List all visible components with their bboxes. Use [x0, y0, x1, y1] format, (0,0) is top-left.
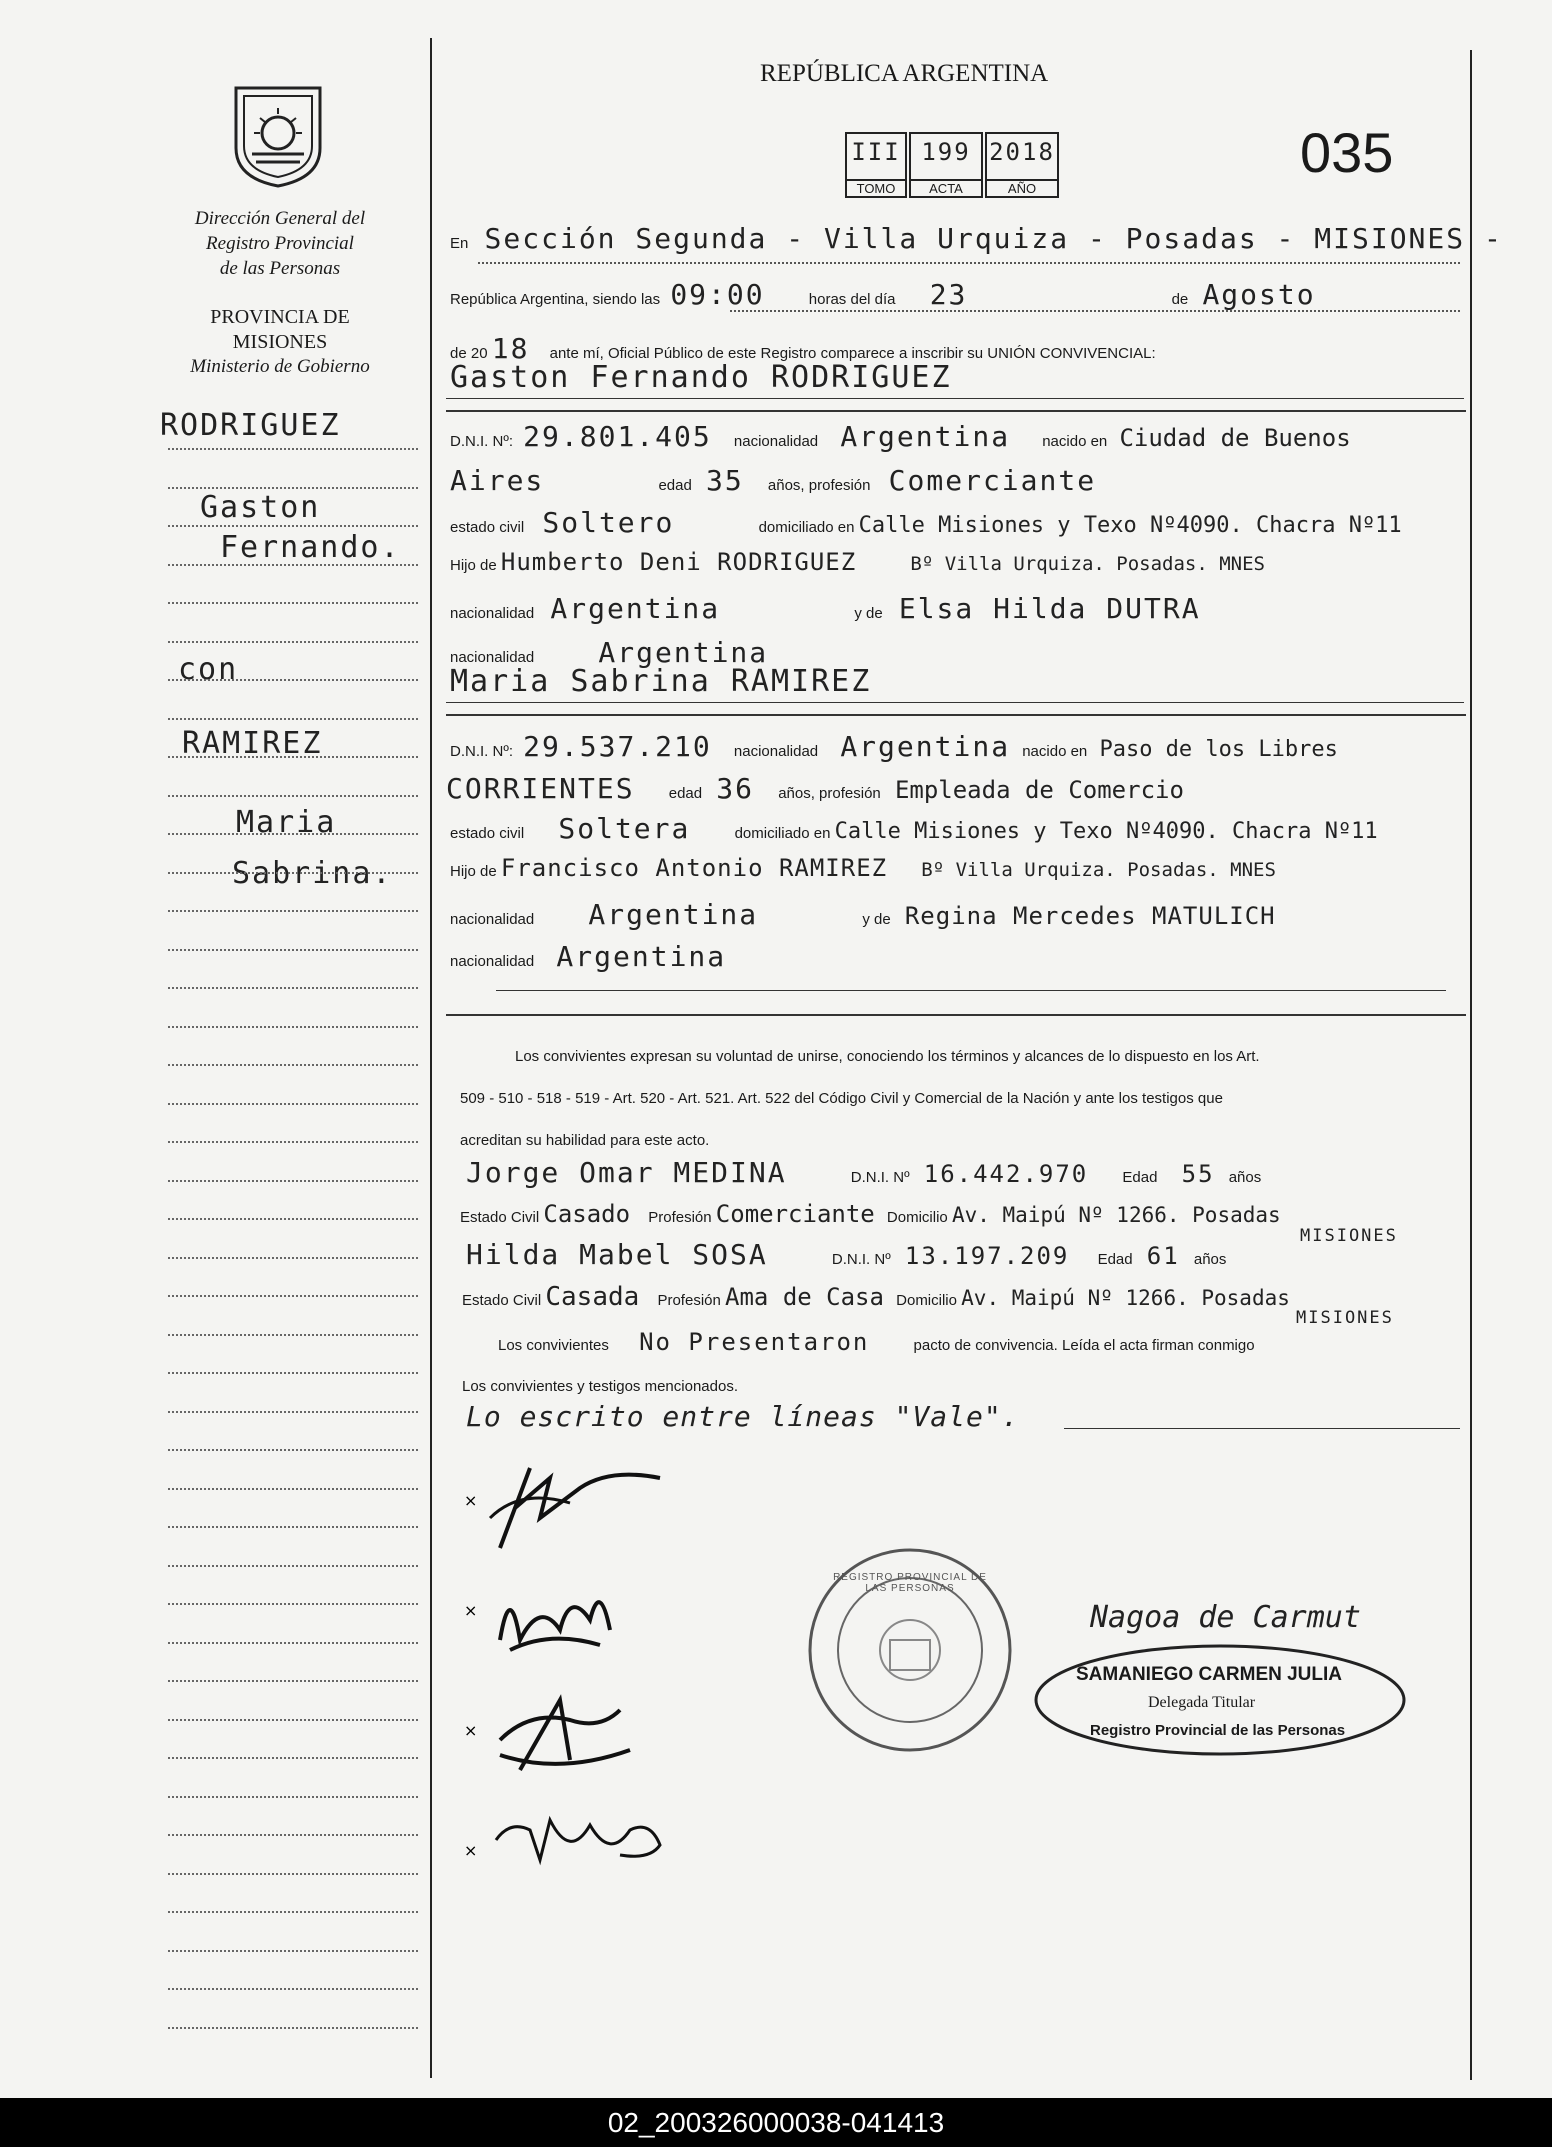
w1-dni-label: D.N.I. Nº: [850, 1169, 910, 1186]
year-value: 18: [491, 332, 530, 365]
sidebar-ruled-line: [168, 1449, 418, 1451]
mes-value: Agosto: [1202, 278, 1316, 311]
w2-domicilio: Av. Maipú Nº 1266. Posadas: [961, 1286, 1290, 1310]
w2-anos-label: años: [1193, 1251, 1227, 1268]
person1-edad-row: [450, 464, 1096, 497]
sidebar-ruled-line: [168, 872, 418, 874]
sidebar-ruled-line: [168, 1141, 418, 1143]
sidebar-ruled-line: [168, 1680, 418, 1682]
sidebar-ruled-line: [168, 1026, 418, 1028]
margin-note-name1b: Fernando.: [220, 530, 401, 565]
person2-name-rule: [446, 702, 1464, 703]
pacto-value: No Presentaron: [639, 1328, 870, 1356]
p2-dni: 29.537.210: [523, 730, 712, 763]
intro-en-row: [450, 222, 1503, 255]
person2-edad-row: [446, 772, 1184, 805]
acta-label: ACTA: [911, 179, 981, 196]
ano-label: AÑO: [987, 179, 1057, 196]
sidebar-ruled-line: [168, 1834, 418, 1836]
p2-padre-nac-label: nacionalidad: [450, 911, 535, 928]
p1-nacido-en: Ciudad de Buenos: [1119, 424, 1351, 452]
sidebar-ruled-line: [168, 1796, 418, 1798]
horas-label: horas del día: [808, 291, 896, 308]
ano-box: [985, 132, 1059, 198]
witness2-estado-row: [462, 1282, 1290, 1312]
round-stamp-text: REGISTRO PROVINCIAL DE LAS PERSONAS: [833, 1572, 987, 1594]
official-signature: Nagoa de Carmut: [1090, 1600, 1361, 1635]
margin-note-name2b: Sabrina.: [232, 856, 393, 891]
p1-edad: 35: [706, 464, 744, 497]
sidebar-ruled-line: [168, 1372, 418, 1374]
p1-padre-nac-label: nacionalidad: [450, 605, 535, 622]
w2-dni-label: D.N.I. Nº: [831, 1251, 891, 1268]
p2-nac-label: nacionalidad: [733, 743, 819, 760]
signature-convivient2-icon: [460, 1560, 660, 1670]
w1-estado: Casado: [543, 1200, 631, 1228]
p1-dni: 29.801.405: [523, 420, 712, 453]
sidebar-ruled-line: [168, 910, 418, 912]
sidebar-ruled-line: [168, 1218, 418, 1220]
w2-edad: 61: [1146, 1242, 1180, 1270]
w2-dni: 13.197.209: [904, 1242, 1070, 1270]
p2-edad: 36: [716, 772, 755, 805]
margin-note-name1: Gaston: [200, 490, 321, 525]
intro-en-dots: [478, 262, 1460, 264]
person2-madre-nac-row: [450, 940, 726, 973]
ante-text: ante mí, Oficial Público de este Registro comparece a inscribir su UNIÓN CONVIVENCIAL:: [549, 345, 1156, 362]
p1-domicilio-label: domiciliado en: [758, 519, 855, 536]
tomo-value: III: [851, 138, 901, 166]
w1-edad-label: Edad: [1122, 1169, 1158, 1186]
official-title: Delegada Titular: [1148, 1694, 1256, 1711]
w1-domicilio-cont: MISIONES: [1300, 1226, 1398, 1246]
p1-estado: Soltero: [542, 506, 675, 539]
sidebar-ruled-line: [168, 1411, 418, 1413]
svg-text:×: ×: [464, 1841, 478, 1860]
sidebar-ruled-line: [168, 1873, 418, 1875]
country-title: REPÚBLICA ARGENTINA: [760, 60, 1049, 87]
w2-edad-label: Edad: [1097, 1251, 1133, 1268]
w2-domicilio-cont: MISIONES: [1296, 1308, 1394, 1328]
w1-edad: 55: [1181, 1160, 1215, 1188]
w1-anos-label: años: [1228, 1169, 1262, 1186]
svg-text:×: ×: [464, 1601, 478, 1620]
sidebar-ruled-line: [168, 1603, 418, 1605]
statement-line2: 509 - 510 - 518 - 519 - Art. 520 - Art. 521. Art. 522 del Código Civil y Comercial de la Nación y ante los testigos que: [460, 1090, 1223, 1107]
sidebar-ruled-line: [168, 487, 418, 489]
ministry: Ministerio de Gobierno: [190, 356, 370, 377]
p2-madre-nac: Argentina: [556, 940, 727, 973]
w2-estado-label: Estado Civil: [462, 1292, 542, 1309]
sidebar-ruled-line: [168, 1757, 418, 1759]
sidebar-ruled-line: [168, 1257, 418, 1259]
province-line2: MISIONES: [232, 331, 328, 353]
intro-time-row: [450, 278, 1316, 311]
witness1-estado-row: [460, 1200, 1281, 1228]
sidebar-ruled-line: [168, 833, 418, 835]
p2-domicilio: Calle Misiones y Texo Nº4090. Chacra Nº11: [834, 819, 1378, 844]
sidebar-ruled-line: [168, 987, 418, 989]
p1-y-de-label: y de: [854, 605, 883, 622]
sidebar-ruled-line: [168, 641, 418, 643]
p2-nacido-label: nacido en: [1022, 743, 1088, 760]
signature-convivient1-icon: [460, 1448, 720, 1568]
p1-profesion: Comerciante: [888, 464, 1097, 497]
person2-hijo-row: [450, 854, 1276, 882]
margin-note-surname2: RAMIREZ: [182, 726, 323, 761]
sidebar-ruled-line: [168, 795, 418, 797]
w2-profesion: Ama de Casa: [725, 1283, 884, 1311]
p2-estado-label: estado civil: [450, 825, 525, 842]
de-label: de: [1171, 291, 1189, 308]
person2-padre-nac-row: [450, 898, 1276, 931]
person2-blank-rule: [496, 990, 1446, 991]
tomo-label: TOMO: [847, 179, 905, 196]
statement-line1: Los convivientes expresan su voluntad de unirse, conociendo los términos y alcances de lo dispuesto en los Art.: [515, 1048, 1260, 1065]
p2-estado: Soltera: [558, 812, 691, 845]
signature-witness1-icon: [460, 1680, 660, 1790]
convivientes-label: Los convivientes: [498, 1337, 609, 1354]
margin-note-con: con: [178, 652, 239, 687]
statement-line3: acreditan su habilidad para este acto.: [460, 1132, 710, 1149]
left-column-divider: [430, 38, 432, 2078]
sidebar-ruled-line: [168, 448, 418, 450]
sidebar-ruled-line: [168, 679, 418, 681]
intro-time-dots: [730, 310, 1460, 312]
sidebar-ruled-line: [168, 1719, 418, 1721]
p2-madre-nac-label: nacionalidad: [450, 953, 535, 970]
section-rule-2: [446, 714, 1466, 716]
p1-madre: Elsa Hilda DUTRA: [898, 592, 1201, 625]
year-prefix: de 20: [450, 345, 488, 362]
p1-madre-nac-label: nacionalidad: [450, 649, 535, 666]
p2-nacido-cont: CORRIENTES: [446, 772, 635, 805]
person2-name: Maria Sabrina RAMIREZ: [450, 664, 872, 699]
w2-estado: Casada: [545, 1282, 640, 1312]
p2-domicilio-cont: Bº Villa Urquiza. Posadas. MNES: [921, 859, 1276, 881]
p2-hijo-label: Hijo de: [450, 863, 497, 880]
tomo-box: [845, 132, 907, 198]
p2-y-de-label: y de: [862, 911, 891, 928]
sidebar-ruled-line: [168, 1526, 418, 1528]
w1-dni: 16.442.970: [923, 1160, 1089, 1188]
person1-estado-row: [450, 506, 1402, 539]
file-id-footer: 02_200326000038-041413: [0, 2098, 1552, 2147]
closing-line2: Los convivientes y testigos mencionados.: [462, 1378, 738, 1395]
svg-text:×: ×: [464, 1491, 478, 1510]
en-value: Sección Segunda - Villa Urquiza - Posadas - MISIONES -: [484, 222, 1503, 255]
w2-profesion-label: Profesión: [657, 1292, 721, 1309]
p2-edad-label: edad: [668, 785, 703, 802]
official-office: Registro Provincial de las Personas: [1090, 1722, 1346, 1739]
svg-text:×: ×: [464, 1721, 478, 1740]
sidebar-ruled-line: [168, 602, 418, 604]
witness1-name-row: [466, 1156, 1261, 1189]
sidebar-ruled-line: [168, 718, 418, 720]
p1-padre-nac: Argentina: [550, 592, 721, 625]
w2-name: Hilda Mabel SOSA: [466, 1238, 768, 1271]
hora-value: 09:00: [670, 278, 765, 311]
direction-line3: de las Personas: [219, 258, 341, 279]
en-label: En: [450, 235, 469, 252]
direction-line2: Registro Provincial: [206, 233, 354, 254]
w1-domicilio: Av. Maipú Nº 1266. Posadas: [951, 1203, 1281, 1227]
person1-dni-row: [450, 420, 1351, 453]
sidebar-ruled-line: [168, 1988, 418, 1990]
sidebar-ruled-line: [168, 756, 418, 758]
p2-nacionalidad: Argentina: [840, 730, 1011, 763]
p2-madre: Regina Mercedes MATULICH: [904, 902, 1276, 930]
p1-domicilio: Calle Misiones y Texo Nº4090. Chacra Nº11: [858, 513, 1402, 538]
province-line1: PROVINCIA DE: [210, 306, 350, 328]
p2-nacido-en: Paso de los Libres: [1099, 737, 1338, 762]
p2-domicilio-label: domiciliado en: [734, 825, 831, 842]
p1-nacionalidad: Argentina: [840, 420, 1011, 453]
p1-domicilio-cont: Bº Villa Urquiza. Posadas. MNES: [910, 553, 1265, 575]
p1-nac-label: nacionalidad: [733, 433, 819, 450]
dia-value: 23: [929, 278, 968, 311]
section-rule-3: [446, 1014, 1466, 1016]
p2-padre-nac: Argentina: [588, 898, 759, 931]
w1-name: Jorge Omar MEDINA: [466, 1156, 787, 1189]
p2-profesion: Empleada de Comercio: [894, 776, 1184, 804]
sidebar-ruled-line: [168, 2027, 418, 2029]
w1-profesion: Comerciante: [715, 1200, 875, 1228]
sidebar-ruled-line: [168, 1180, 418, 1182]
p1-edad-label: edad: [658, 477, 692, 494]
p1-nacido-cont: Aires: [450, 464, 545, 497]
w1-domicilio-label: Domicilio: [886, 1209, 948, 1226]
sidebar-ruled-line: [168, 1488, 418, 1490]
sidebar-ruled-line: [168, 1295, 418, 1297]
p1-profesion-label: años, profesión: [767, 477, 871, 494]
person2-dni-row: [450, 730, 1338, 763]
acta-box: [909, 132, 983, 198]
person1-name-rule: [446, 398, 1464, 399]
w1-estado-label: Estado Civil: [460, 1209, 540, 1226]
w1-profesion-label: Profesión: [648, 1209, 712, 1226]
sidebar-ruled-line: [168, 1950, 418, 1952]
p1-madre-nac: Argentina: [598, 636, 769, 669]
direction-line1: Dirección General del: [194, 208, 366, 229]
sidebar-ruled-line: [168, 1911, 418, 1913]
ano-value: 2018: [989, 138, 1055, 166]
sidebar-ruled-line: [168, 1103, 418, 1105]
closing-note-rule: [1064, 1428, 1460, 1429]
record-number: 035: [1300, 121, 1394, 184]
right-page-border: [1470, 50, 1472, 2080]
p1-nacido-label: nacido en: [1042, 433, 1108, 450]
sidebar-ruled-line: [168, 949, 418, 951]
person2-estado-row: [450, 812, 1378, 845]
witness2-name-row: [466, 1238, 1226, 1271]
p2-dni-label: D.N.I. Nº:: [450, 743, 513, 760]
republica-label: República Argentina, siendo las: [450, 291, 661, 308]
official-name: SAMANIEGO CARMEN JULIA: [1076, 1664, 1343, 1685]
margin-note-surname1: RODRIGUEZ: [160, 408, 341, 443]
sidebar-ruled-line: [168, 564, 418, 566]
sidebar-ruled-line: [168, 1334, 418, 1336]
w2-domicilio-label: Domicilio: [896, 1292, 957, 1309]
p1-dni-label: D.N.I. Nº:: [450, 433, 513, 450]
margin-note-name2: Maria: [236, 805, 337, 840]
p2-padre: Francisco Antonio RAMIREZ: [500, 854, 888, 882]
p2-profesion-label: años, profesión: [778, 785, 881, 802]
p1-estado-label: estado civil: [450, 519, 525, 536]
section-rule-1: [446, 410, 1466, 412]
sidebar-ruled-line: [168, 1642, 418, 1644]
person1-hijo-row: [450, 548, 1265, 576]
sidebar-ruled-line: [168, 1064, 418, 1066]
signature-witness2-icon: [460, 1800, 690, 1880]
sidebar-ruled-line: [168, 525, 418, 527]
p1-padre: Humberto Deni RODRIGUEZ: [500, 548, 857, 576]
acta-value: 199: [921, 138, 971, 166]
pacto-text: pacto de convivencia. Leída el acta firman conmigo: [913, 1337, 1255, 1354]
provincial-seal-icon: [226, 78, 330, 190]
person1-name: Gaston Fernando RODRIGUEZ: [450, 360, 952, 395]
p1-hijo-label: Hijo de: [450, 557, 497, 574]
closing-note: Lo escrito entre líneas "Vale".: [466, 1400, 1020, 1433]
sidebar-ruled-line: [168, 1565, 418, 1567]
person1-padre-nac-row: [450, 592, 1201, 625]
closing-pacto-row: [498, 1328, 1255, 1356]
